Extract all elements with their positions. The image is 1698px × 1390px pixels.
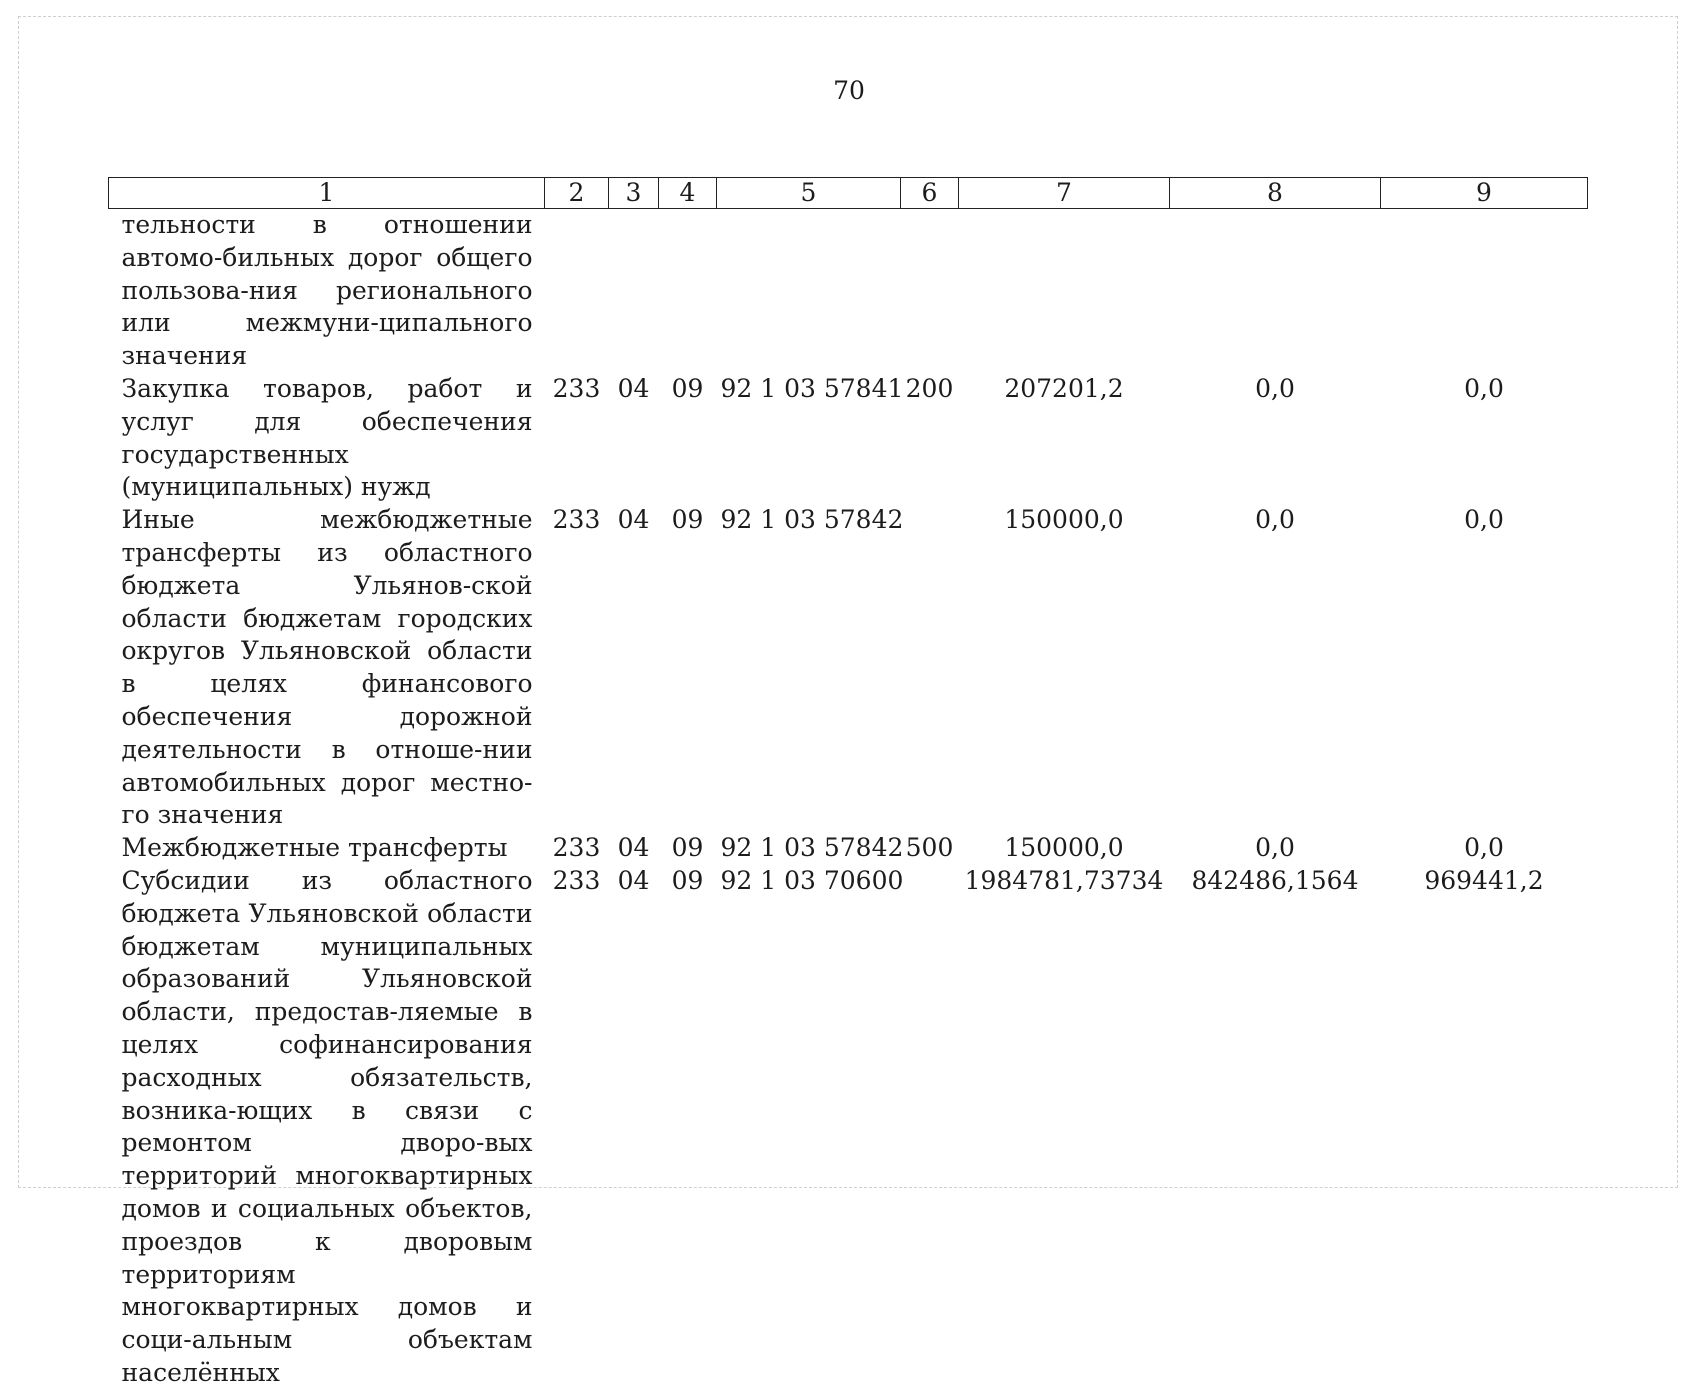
- column-header-1: 1: [109, 178, 545, 209]
- cell-col2: 233: [552, 865, 601, 895]
- row-description: Межбюджетные трансферты: [121, 833, 508, 863]
- cell-col3: [609, 209, 659, 373]
- column-header-2: 2: [545, 178, 609, 209]
- cell-col9: 0,0: [1464, 833, 1504, 863]
- cell-col4: 09: [671, 505, 704, 535]
- cell-col2: 233: [552, 833, 601, 863]
- column-header-5: 5: [717, 178, 901, 209]
- table-row: [109, 865, 1588, 1258]
- cell-col6: [901, 504, 959, 832]
- cell-col8: 0,0: [1255, 505, 1295, 535]
- cell-col3: 04: [617, 833, 650, 863]
- page-number-text: 70: [833, 76, 865, 105]
- cell-col8: 0,0: [1255, 833, 1295, 863]
- column-header-8: 8: [1170, 178, 1381, 209]
- page-number: [0, 76, 1698, 105]
- cell-col5: 92 1 03 70600: [720, 865, 904, 895]
- cell-col5: 92 1 03 57842: [720, 833, 904, 863]
- cell-col3: 04: [617, 865, 650, 895]
- cell-col4: 09: [671, 833, 704, 863]
- table-row: [109, 832, 1588, 865]
- column-header-7: 7: [959, 178, 1170, 209]
- cell-col3: 04: [617, 505, 650, 535]
- cell-col9: 0,0: [1464, 505, 1504, 535]
- column-header-6: 6: [901, 178, 959, 209]
- row-description-text: Субсидии из областного бюджета Ульяновской области бюджетам муниципальных образований Ульяновской области, предостав-ляемые в целях софинансирования расходных обязательств, возника-ющих в связи с ремонтом дворо-вых территорий многоквартирных домов и социальных объектов, проездов к дворовым территориям многоквартирных домов и соци-альным объектам населённых: [121, 865, 533, 1387]
- table-header-row: [109, 178, 1588, 209]
- cell-col6: [901, 209, 959, 373]
- cell-col6: 500: [905, 833, 954, 863]
- cell-col7: 207201,2: [1004, 373, 1124, 403]
- cell-col9: 0,0: [1464, 373, 1504, 403]
- cell-col7: 150000,0: [1004, 505, 1124, 535]
- cell-col4: 09: [671, 373, 704, 403]
- cell-col7: 1984781,73734: [964, 865, 1164, 895]
- row-description: Иные межбюджетные трансферты из областного бюджета Ульянов-ской области бюджетам городских округов Ульяновской области в целях финансового обеспечения дорожной деятельности в отноше-нии автомобильных дорог местно-го значения: [121, 505, 533, 830]
- column-header-9: 9: [1381, 178, 1588, 209]
- cell-col6: [901, 865, 959, 1258]
- table-row: [109, 504, 1588, 832]
- cell-col7: [959, 209, 1170, 373]
- cell-col5: 92 1 03 57841: [720, 373, 904, 403]
- cell-col8: [1170, 209, 1381, 373]
- cell-col5: 92 1 03 57842: [720, 505, 904, 535]
- cell-col6: 200: [905, 373, 954, 403]
- row-description-cut: [109, 865, 545, 1387]
- cell-col8: 0,0: [1255, 373, 1295, 403]
- cell-col4: [659, 209, 717, 373]
- column-header-3: 3: [609, 178, 659, 209]
- table-row: [109, 209, 1588, 373]
- cell-col3: 04: [617, 373, 650, 403]
- cell-col9: [1381, 209, 1588, 373]
- budget-table: [108, 177, 1588, 1387]
- cell-col2: [545, 209, 609, 373]
- table-row: [109, 373, 1588, 504]
- column-header-4: 4: [659, 178, 717, 209]
- row-description: Закупка товаров, работ и услуг для обеспечения государственных (муниципальных) нужд: [121, 373, 533, 502]
- cell-col8: 842486,1564: [1191, 865, 1359, 895]
- cell-col2: 233: [552, 373, 601, 403]
- cell-col7: 150000,0: [1004, 833, 1124, 863]
- cell-col9: 969441,2: [1424, 865, 1544, 895]
- cell-col2: 233: [552, 505, 601, 535]
- cell-col4: 09: [671, 865, 704, 895]
- row-description: тельности в отношении автомо-бильных дорог общего пользова-ния регионального или межмуни-ципального значения: [121, 210, 533, 371]
- cell-col5: [717, 209, 901, 373]
